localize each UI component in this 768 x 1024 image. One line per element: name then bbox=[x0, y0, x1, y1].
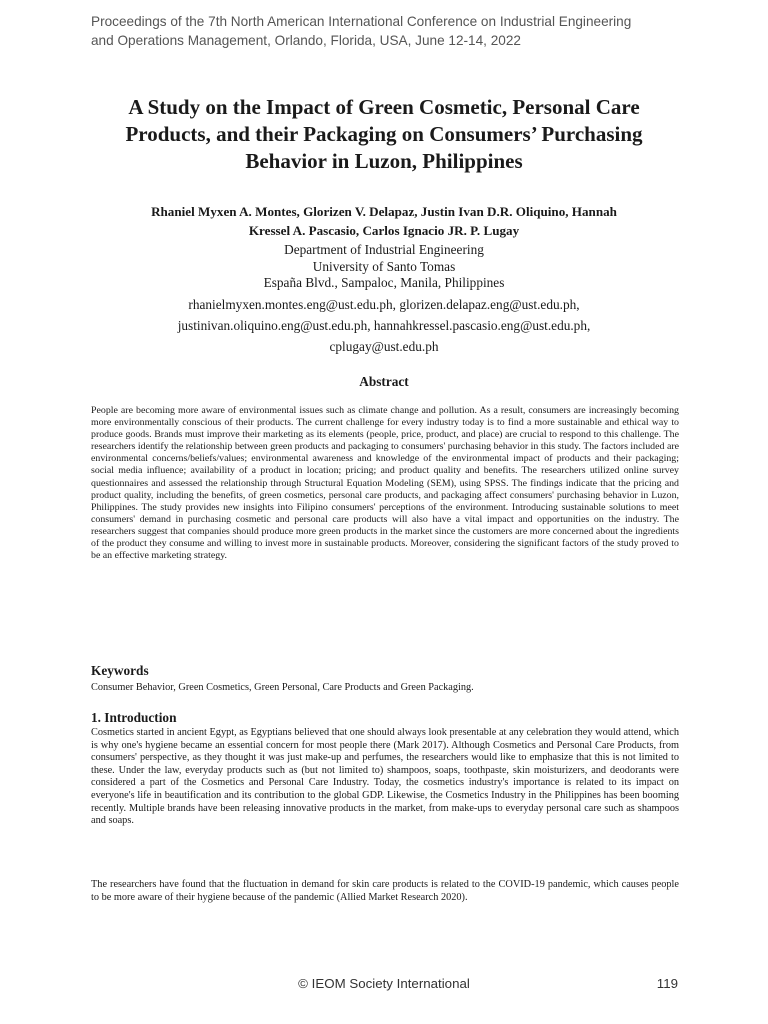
emails-line-3: cplugay@ust.edu.ph bbox=[329, 339, 439, 354]
emails-line-2: justinivan.oliquino.eng@ust.edu.ph, hannahkressel.pascasio.eng@ust.edu.ph, bbox=[177, 318, 591, 333]
abstract-heading: Abstract bbox=[359, 374, 409, 389]
title-line-3: Behavior in Luzon, Philippines bbox=[245, 149, 523, 173]
title-line-1: A Study on the Impact of Green Cosmetic, Personal Care bbox=[128, 95, 640, 119]
introduction-heading: 1. Introduction bbox=[91, 710, 177, 725]
footer-copyright: © IEOM Society International bbox=[298, 976, 470, 991]
author-list bbox=[90, 202, 678, 240]
keywords-heading: Keywords bbox=[91, 663, 149, 678]
introduction-paragraph-2: The researchers have found that the fluctuation in demand for skin care products is related to the COVID-19 pandemic, which causes people to be more aware of their hygiene because of the pandemic (Allied Market Research 2020). bbox=[91, 879, 679, 903]
page-number: 119 bbox=[656, 976, 678, 991]
affiliation-university: University of Santo Tomas bbox=[312, 258, 456, 274]
emails-line-1: rhanielmyxen.montes.eng@ust.edu.ph, glorizen.delapaz.eng@ust.edu.ph, bbox=[188, 297, 580, 312]
keywords-text: Consumer Behavior, Green Cosmetics, Green Personal, Care Products and Green Packaging. bbox=[91, 682, 474, 693]
title-line-2: Products, and their Packaging on Consumers’ Purchasing bbox=[125, 122, 643, 146]
affiliation-address: España Blvd., Sampaloc, Manila, Philippines bbox=[263, 275, 505, 291]
header-line-2: and Operations Management, Orlando, Florida, USA, June 12-14, 2022 bbox=[91, 33, 521, 48]
paper-title bbox=[90, 94, 678, 175]
author-emails bbox=[90, 294, 678, 357]
header-line-1: Proceedings of the 7th North American International Conference on Industrial Engineering bbox=[91, 14, 632, 29]
authors-line-2: Kressel A. Pascasio, Carlos Ignacio JR. P. Lugay bbox=[248, 223, 520, 238]
abstract-text: People are becoming more aware of environmental issues such as climate change and pollution. As a result, consumers are increasingly becoming more environmentally conscious of their products. The current challenge for every industry today is to find a more sustainable and ethical way to produce goods. Brands must improve their marketing as its elements (people, price, product, and place) are crucial to respond to this challenge. The researchers identify the relationship between green products and packaging to consumers' purchasing behavior in this study. The factors included are environmental concerns/beliefs/values; environmental awareness and knowledge of the environmental impact of products and their packaging; social media influence; availability of a product in location; pricing; and product quality and benefits. The researchers utilized online survey questionnaires and assessed the relationship through Structural Equation Modeling (SEM), using SPSS. The findings indicate that the pricing and product quality, including the benefits, of green cosmetics, personal care products, and packaging affect consumers' purchasing behavior in Luzon, Philippines. The study provides new insights into Filipino consumers' perceptions of the environment. Introducing sustainable solutions to meet consumers' demand in purchasing cosmetic and personal care products will also have a vital impact and opportunities on the industry. The researchers suggest that companies should produce more green products in the market since the customers are more concerned about the ingredients of the product they consume and willing to invest more in sustainable products. Moreover, considering the significant factors of the study proved to be an effective marketing strategy. bbox=[91, 405, 679, 562]
introduction-paragraph-1: Cosmetics started in ancient Egypt, as Egyptians believed that one should always look presentable at any celebration they would attend, which is why one's hygiene became an essential concern for most people there (Mark 2017). Although Cosmetics and Personal Care Products, from consumers' perspective, as they thought it was just make-up and perfumes, the researchers would like to emphasize that this is not limited to these. Under the law, everyday products such as (but not limited to) shampoos, soaps, toothpaste, skin moisturizers, and deodorants were considered a part of the Cosmetics and Personal Care Industry. Today, the cosmetics industry's importance is related to its impact on everyone's life in beautification and its contribution to the global GDP. Likewise, the Cosmetics Industry in the Philippines has been booming recently. Multiple brands have been releasing innovative products in the market, from make-ups to everyday personal care such as shampoos and soaps. bbox=[91, 727, 679, 827]
affiliation-department: Department of Industrial Engineering bbox=[284, 242, 484, 257]
affiliation bbox=[90, 242, 678, 292]
authors-line-1: Rhaniel Myxen A. Montes, Glorizen V. Delapaz, Justin Ivan D.R. Oliquino, Hannah bbox=[151, 204, 617, 219]
proceedings-header bbox=[91, 12, 691, 50]
